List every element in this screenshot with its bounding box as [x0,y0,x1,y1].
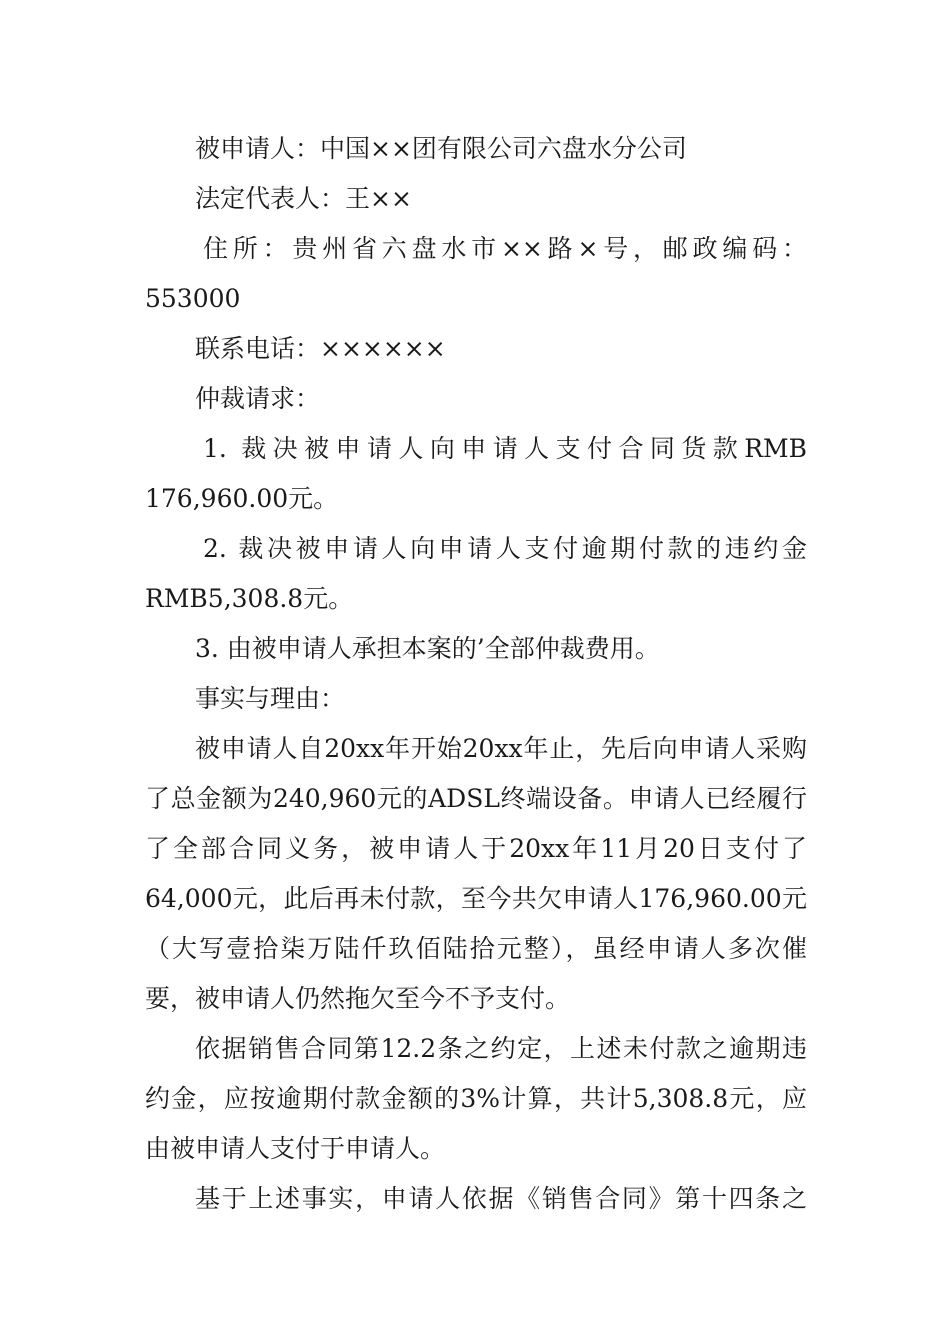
claim-1-amount: 176,960.00元。 [145,484,339,513]
postal-code-line: 553000 [145,284,241,313]
facts-paragraph-line: 了全部合同义务，被申请人于20xx年11月20日支付了 [145,834,807,863]
respondent-line: 被申请人：中国××团有限公司六盘水分公司 [195,134,687,163]
claim-2-line: 2. 裁决被申请人向申请人支付逾期付款的违约金 [203,534,807,563]
claim-2-amount: RMB5,308.8元。 [145,584,354,613]
contract-paragraph-line: 依据销售合同第12.2条之约定，上述未付款之逾期违 [195,1034,807,1063]
contract-paragraph-line: 由被申请人支付于申请人。 [145,1134,446,1163]
legal-representative-line: 法定代表人：王×× [195,184,412,213]
facts-paragraph-line: 64,000元，此后再未付款，至今共欠申请人176,960.00元 [145,884,807,913]
facts-paragraph-line: 被申请人自20xx年开始20xx年止，先后向申请人采购 [195,734,807,763]
claim-3-line: 3. 由被申请人承担本案的’全部仲裁费用。 [195,634,660,663]
address-line: 住所：贵州省六盘水市××路×号，邮政编码： [203,234,807,263]
facts-paragraph-line: 了总金额为240,960元的ADSL终端设备。申请人已经履行 [145,784,807,813]
basis-paragraph-line: 基于上述事实，申请人依据《销售合同》第十四条之 [195,1184,807,1213]
claim-1-line: 1. 裁决被申请人向申请人支付合同货款RMB [203,434,807,463]
contract-paragraph-line: 约金，应按逾期付款金额的3%计算，共计5,308.8元，应 [145,1084,807,1113]
facts-paragraph-line: 要，被申请人仍然拖欠至今不予支付。 [145,984,571,1013]
facts-heading: 事实与理由： [195,684,346,713]
claims-heading: 仲裁请求： [195,384,321,413]
facts-paragraph-line: （大写壹拾柒万陆仟玖佰陆拾元整），虽经申请人多次催 [145,934,807,963]
phone-line: 联系电话：×××××× [195,334,446,363]
